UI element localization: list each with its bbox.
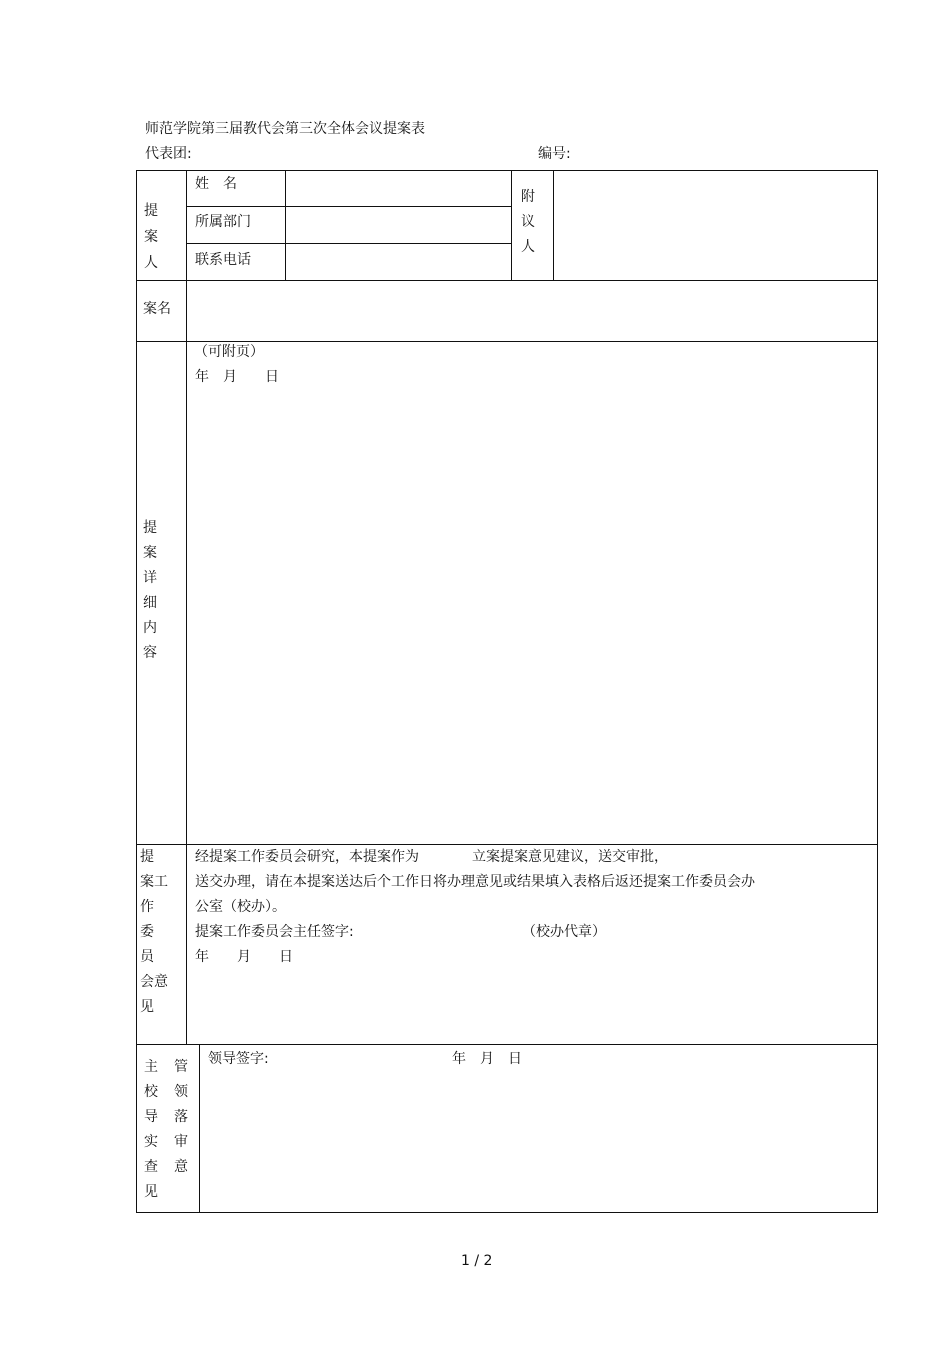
table-rule: [186, 243, 511, 244]
department-label: 所属部门: [195, 214, 251, 230]
leader-section-label-right: 管 领 落 审 意: [174, 1059, 188, 1175]
delegation-label: 代表团:: [145, 146, 192, 162]
table-rule: [199, 1044, 200, 1213]
committee-text-line3: 公室（校办）。: [195, 899, 286, 915]
table-rule: [186, 170, 187, 1045]
form-title: 师范学院第三届教代会第三次全体会议提案表: [145, 121, 425, 137]
table-rule: [136, 844, 878, 845]
table-border-right: [877, 170, 878, 1213]
department-field[interactable]: [287, 208, 509, 241]
committee-text-line1a: 经提案工作委员会研究，本提案作为: [195, 849, 419, 865]
committee-text-line1b: 立案提案意见建议，送交审批，: [472, 849, 668, 865]
table-border-left: [136, 170, 137, 1213]
table-rule: [136, 1044, 878, 1045]
committee-sign-label: 提案工作委员会主任签字:: [195, 924, 354, 940]
name-label: 姓 名: [195, 176, 237, 192]
page-number: 1 / 2: [461, 1253, 493, 1269]
leader-section-label-left: 主 校 导 实 查 见: [144, 1059, 158, 1200]
name-field[interactable]: [287, 172, 509, 204]
committee-section-label: 提 案工 作 委 员 会意 见: [140, 849, 168, 1015]
phone-field[interactable]: [287, 245, 509, 278]
table-rule: [186, 206, 511, 207]
table-rule: [136, 341, 878, 342]
leader-sign-label: 领导签字:: [208, 1051, 269, 1067]
details-section-label: 提 案 详 细 内 容: [143, 520, 157, 661]
leader-date-label: 年 月 日: [452, 1051, 522, 1067]
leader-opinion-field[interactable]: [201, 1072, 875, 1210]
attach-note: （可附页）: [194, 344, 264, 360]
table-border-top: [136, 170, 878, 171]
table-rule: [511, 170, 512, 281]
proposer-section-label: 提案 人: [144, 203, 158, 271]
committee-text-line2: 送交办理，请在本提案送达后个工作日将办理意见或结果填入表格后返还提案工作委员会办: [195, 874, 755, 890]
number-label: 编号:: [538, 146, 571, 162]
details-date-label: 年 月 日: [195, 369, 279, 385]
table-rule: [285, 170, 286, 281]
table-rule: [553, 170, 554, 281]
table-border-bottom: [136, 1212, 878, 1213]
case-name-field[interactable]: [188, 283, 875, 339]
case-name-label: 案名: [143, 301, 171, 317]
co-signers-field[interactable]: [555, 172, 875, 278]
details-field[interactable]: [188, 392, 875, 842]
committee-seal-label: （校办代章）: [522, 924, 606, 940]
co-signers-label: 附 议 人: [521, 189, 535, 255]
table-rule: [136, 280, 878, 281]
phone-label: 联系电话: [195, 252, 251, 268]
committee-date-label: 年 月 日: [195, 949, 293, 965]
